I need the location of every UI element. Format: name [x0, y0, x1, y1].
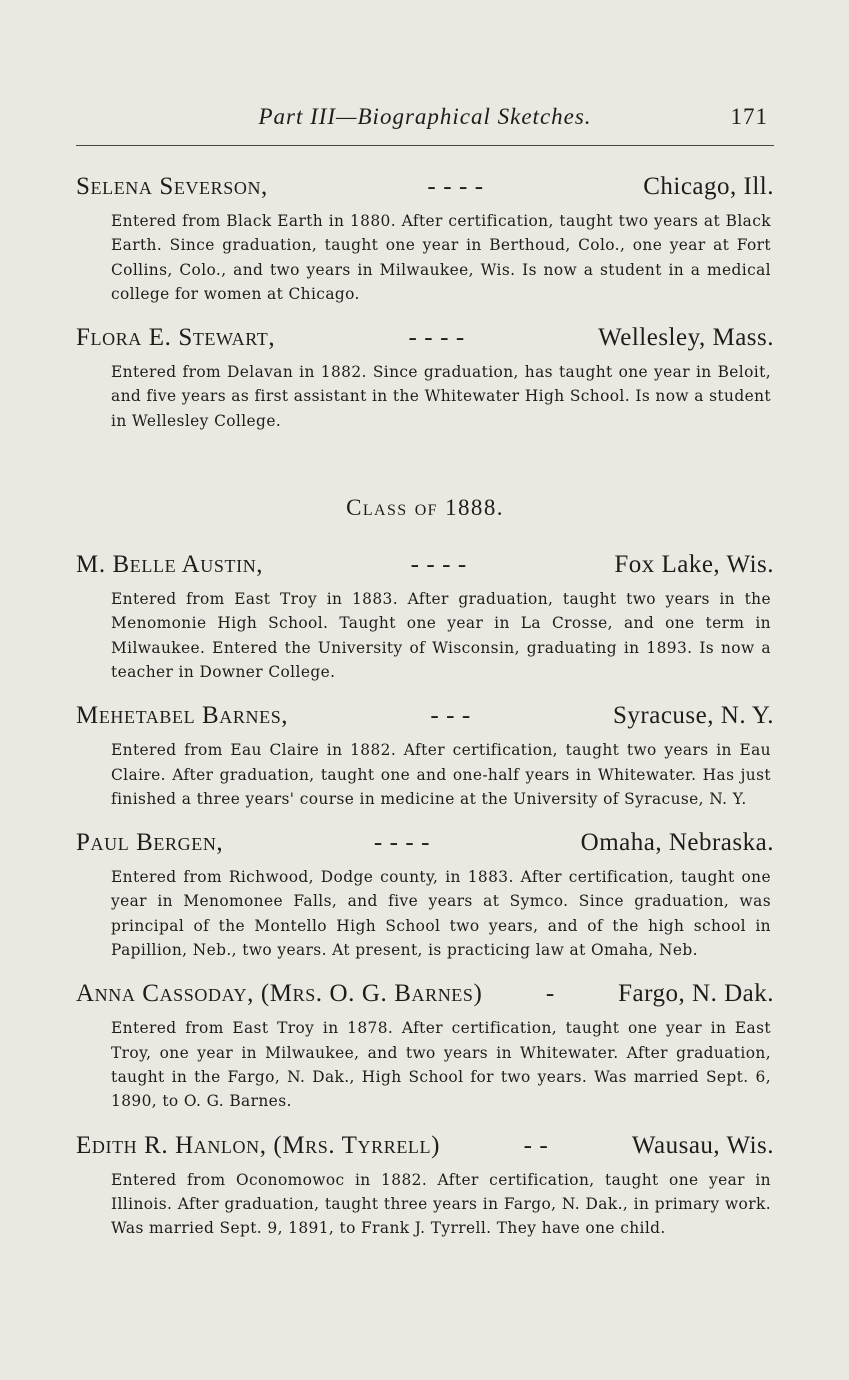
biography-entry — [76, 168, 774, 306]
residence-place: Fox Lake, Wis. — [614, 551, 774, 579]
person-name: Anna Cassoday, (Mrs. O. G. Barnes) — [76, 980, 483, 1008]
person-name: M. Belle Austin, — [76, 551, 264, 579]
biography-text: Entered from Eau Claire in 1882. After certification, taught two years in Eau Claire. After graduation, taught one and one-half years in Whitewater. Has just finished a three years' course in medicine at the University of Syracuse, N. Y. — [111, 741, 771, 808]
biography-text: Entered from Delavan in 1882. Since graduation, has taught one year in Beloit, and five years as first assistant in the Whitewater High School. Is now a student in Wellesley College. — [111, 363, 771, 430]
leader-dashes: - - - - — [427, 173, 484, 200]
person-name: Flora E. Stewart, — [76, 324, 276, 352]
leader-dashes: - - - — [430, 702, 471, 730]
entry-heading — [76, 975, 774, 1012]
entry-heading — [76, 824, 774, 861]
running-title: Part III—Biographical Sketches. — [258, 104, 592, 129]
biography-entry — [76, 319, 774, 433]
biography-text: Entered from Black Earth in 1880. After certification, taught two years at Black Earth. Since graduation, taught one year in Berthoud, Colo., one year at Fort Collins, Colo., and two years in Milwaukee, Wis. Is now a student in a medical college for women at Chicago. — [111, 212, 771, 303]
entry-heading — [76, 319, 774, 356]
residence-place: Chicago, Ill. — [643, 173, 774, 200]
leader-dashes: - - - - — [373, 829, 431, 857]
page-content — [76, 168, 774, 1240]
biography-entry — [76, 975, 774, 1113]
page-number: 171 — [730, 104, 768, 129]
biography-text: Entered from Oconomowoc in 1882. After certification, taught one year in Illinois. After graduation, taught three years in Fargo, N. Dak., in primary work. Was married Sept. 9, 1891, to Frank J. Tyrrell. They have one child. — [111, 1170, 771, 1238]
biography-text: Entered from Richwood, Dodge county, in 1883. After certification, taught one year in Menomonee Falls, and five years at Symco. Since graduation, was principal of the Montello High School two years, and of the high school in Papillion, Neb., two years. At present, is practicing law at Omaha, Neb. — [111, 868, 771, 960]
biography-entry — [76, 546, 774, 684]
biography-entry — [76, 697, 774, 811]
biography-entry — [76, 824, 774, 962]
entry-heading — [76, 1127, 774, 1164]
biography-text: Entered from East Troy in 1878. After certification, taught one year in East Troy, one year in Milwaukee, and two years in Whitewater. After graduation, taught in the Fargo, N. Dak., High School for two years. Was married Sept. 6, 1890, to O. G. Barnes. — [111, 1019, 771, 1111]
person-name: Selena Severson, — [76, 173, 268, 200]
leader-dashes: - - - - — [410, 551, 467, 579]
header-rule — [76, 145, 774, 146]
leader-dashes: - - - - — [408, 324, 465, 352]
residence-place: Wausau, Wis. — [631, 1131, 774, 1159]
entry-heading — [76, 546, 774, 583]
running-head — [76, 104, 774, 136]
biography-entry — [76, 1127, 774, 1241]
biography-text: Entered from East Troy in 1883. After graduation, taught two years in the Menomonie High School. Taught one year in La Crosse, and one term in Milwaukee. Entered the University of Wisconsin, graduating in 1893. Is now a teacher in Downer College. — [111, 590, 771, 681]
entry-heading — [76, 697, 774, 734]
person-name: Edith R. Hanlon, (Mrs. Tyrrell) — [76, 1131, 441, 1159]
leader-dashes: - - — [523, 1131, 549, 1159]
leader-dashes: - — [545, 980, 555, 1008]
residence-place: Syracuse, N. Y. — [613, 702, 774, 730]
entry-heading — [76, 168, 774, 205]
class-heading: Class of 1888. — [346, 495, 504, 521]
residence-place: Omaha, Nebraska. — [580, 829, 774, 857]
residence-place: Wellesley, Mass. — [598, 324, 774, 352]
residence-place: Fargo, N. Dak. — [618, 980, 774, 1008]
person-name: Mehetabel Barnes, — [76, 702, 289, 730]
person-name: Paul Bergen, — [76, 829, 224, 857]
